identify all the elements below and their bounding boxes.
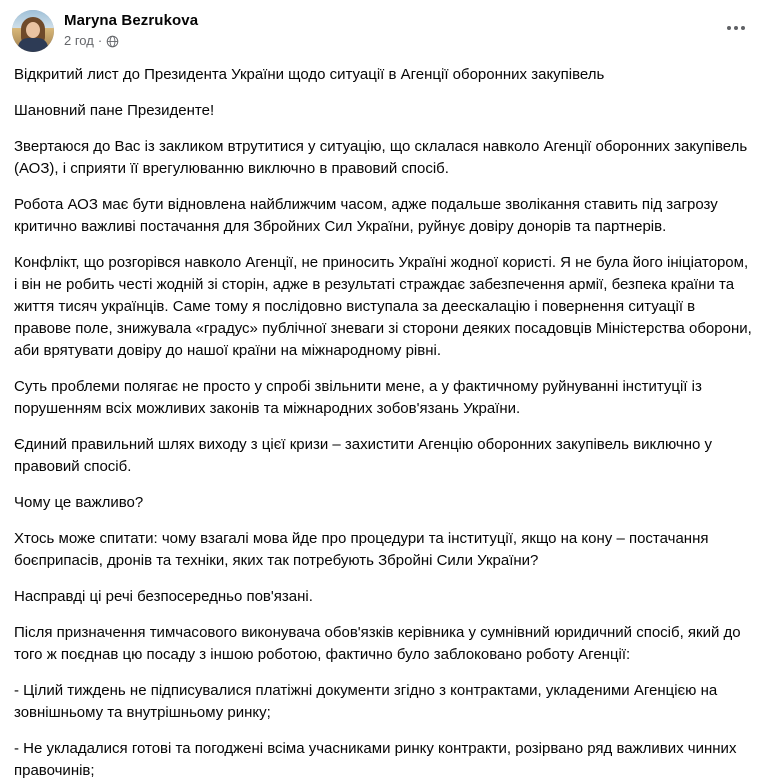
post-paragraph: Хтось може спитати: чому взагалі мова йде про процедури та інституції, якщо на кону – постачання боєприпасів, дронів та техніки, яких так потребують Збройні Сили України?	[14, 530, 713, 569]
post-timestamp[interactable]: 2 год	[64, 33, 94, 48]
avatar-face	[26, 22, 40, 38]
meta-separator: ·	[97, 33, 103, 48]
avatar[interactable]	[12, 10, 54, 52]
post-paragraph: - Не укладалися готові та погоджені всіма учасниками ринку контракти, розірвано ряд важливих чинних правочинів;	[14, 740, 741, 779]
post-paragraph: Звертаюся до Вас із закликом втрутитися у ситуацію, що склалася навколо Агенції оборонних закупівель (АОЗ), і сприяти її врегулюванню виключно в правовий спосіб.	[14, 138, 752, 177]
more-dot	[741, 26, 745, 30]
post-body	[0, 56, 768, 782]
more-dot	[734, 26, 738, 30]
author-name[interactable]: Maryna Bezrukova	[64, 12, 199, 29]
post-paragraph: Суть проблеми полягає не просто у спробі звільнити мене, а у фактичному руйнуванні інституції із порушенням всіх можливих законів та міжнародних зобов'язань України.	[14, 378, 707, 417]
post-paragraph: Конфлікт, що розгорівся навколо Агенції, не приносить Україні жодної користі. Я не була його ініціатором, і він не робить честі жодній зі сторін, адже в результаті страждає забезпечення армії, безпека країни та життя тисяч українців. Саме тому я послідовно виступала за деескалацію і повернення ситуації в правове поле, знижувала «градус» публічної зневаги зі сторони деяких посадовців Міністерства оборони, аби врятувати довіру до нашої країни на міжнародному рівні.	[14, 254, 756, 359]
post-paragraph: Відкритий лист до Президента України щодо ситуації в Агенції оборонних закупівель	[14, 66, 605, 83]
post-paragraph: Єдиний правильний шлях виходу з цієї кризи – захистити Агенцію оборонних закупівель виключно у правовий спосіб.	[14, 436, 717, 475]
more-dot	[727, 26, 731, 30]
more-options-icon[interactable]	[720, 18, 752, 38]
post-paragraph: Шановний пане Президенте!	[14, 102, 215, 119]
post-header	[0, 0, 768, 56]
post-paragraph: Робота АОЗ має бути відновлена найближчим часом, адже подальше зволікання ставить під загрозу критично важливі постачання для Збройних Сил України, руйнує довіру донорів та партнерів.	[14, 196, 722, 235]
avatar-body	[18, 38, 48, 52]
globe-icon[interactable]	[106, 35, 119, 48]
post-paragraph: - Цілий тиждень не підписувалися платіжні документи згідно з контрактами, укладеними Агенцією на зовнішньому та внутрішньому ринку;	[14, 682, 722, 721]
post-header-text	[64, 10, 198, 49]
post-meta	[64, 33, 198, 49]
post-paragraph: Чому це важливо?	[14, 494, 144, 511]
post-paragraph: Насправді ці речі безпосередньо пов'язані.	[14, 588, 313, 605]
post-paragraph: Після призначення тимчасового виконувача обов'язків керівника у сумнівний юридичний спосіб, який до того ж поєднав цю посаду з іншою роботою, фактично було заблоковано роботу Агенції:	[14, 624, 745, 663]
